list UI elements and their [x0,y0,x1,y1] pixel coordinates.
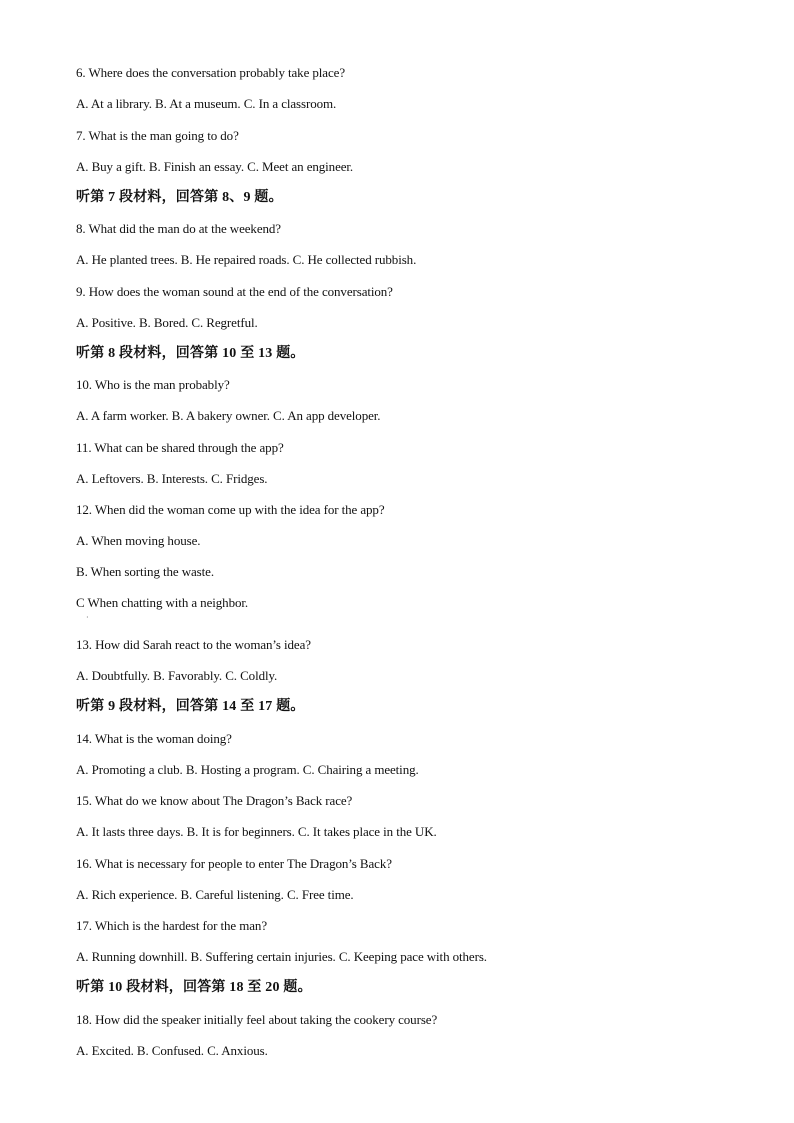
question-13: 13. How did Sarah react to the woman’s idea? [76,637,311,652]
section-heading-10: 听第 10 段材料，回答第 18 至 20 题。 [76,980,312,995]
question-6: 6. Where does the conversation probably take place? [76,65,345,80]
question-14: 14. What is the woman doing? [76,731,232,746]
options-15: A. It lasts three days. B. It is for beginners. C. It takes place in the UK. [76,824,437,839]
question-11: 11. What can be shared through the app? [76,440,284,455]
question-15: 15. What do we know about The Dragon’s Back race? [76,793,353,808]
question-18: 18. How did the speaker initially feel about taking the cookery course? [76,1012,438,1027]
question-10: 10. Who is the man probably? [76,377,230,392]
options-9: A. Positive. B. Bored. C. Regretful. [76,315,258,330]
section-heading-9: 听第 9 段材料，回答第 14 至 17 题。 [76,699,305,714]
stray-mark: · [86,613,89,622]
options-7: A. Buy a gift. B. Finish an essay. C. Meet an engineer. [76,159,354,174]
question-8: 8. What did the man do at the weekend? [76,221,281,236]
options-6: A. At a library. B. At a museum. C. In a classroom. [76,96,337,111]
question-9: 9. How does the woman sound at the end of the conversation? [76,284,393,299]
question-16: 16. What is necessary for people to enter The Dragon’s Back? [76,856,392,871]
options-11: A. Leftovers. B. Interests. C. Fridges. [76,471,268,486]
options-13: A. Doubtfully. B. Favorably. C. Coldly. [76,668,278,683]
question-17: 17. Which is the hardest for the man? [76,918,268,933]
option-12-a: A. When moving house. [76,533,201,548]
question-7: 7. What is the man going to do? [76,128,239,143]
question-12: 12. When did the woman come up with the idea for the app? [76,502,385,517]
section-heading-7: 听第 7 段材料，回答第 8、9 题。 [76,190,283,205]
options-17: A. Running downhill. B. Suffering certain injuries. C. Keeping pace with others. [76,949,487,964]
options-8: A. He planted trees. B. He repaired roads. C. He collected rubbish. [76,252,417,267]
options-18: A. Excited. B. Confused. C. Anxious. [76,1043,268,1058]
section-heading-8: 听第 8 段材料，回答第 10 至 13 题。 [76,346,305,361]
options-16: A. Rich experience. B. Careful listening. C. Free time. [76,887,354,902]
options-10: A. A farm worker. B. A bakery owner. C. An app developer. [76,408,381,423]
options-14: A. Promoting a club. B. Hosting a program. C. Chairing a meeting. [76,762,419,777]
option-12-c: C When chatting with a neighbor. [76,595,249,610]
option-12-b: B. When sorting the waste. [76,564,214,579]
